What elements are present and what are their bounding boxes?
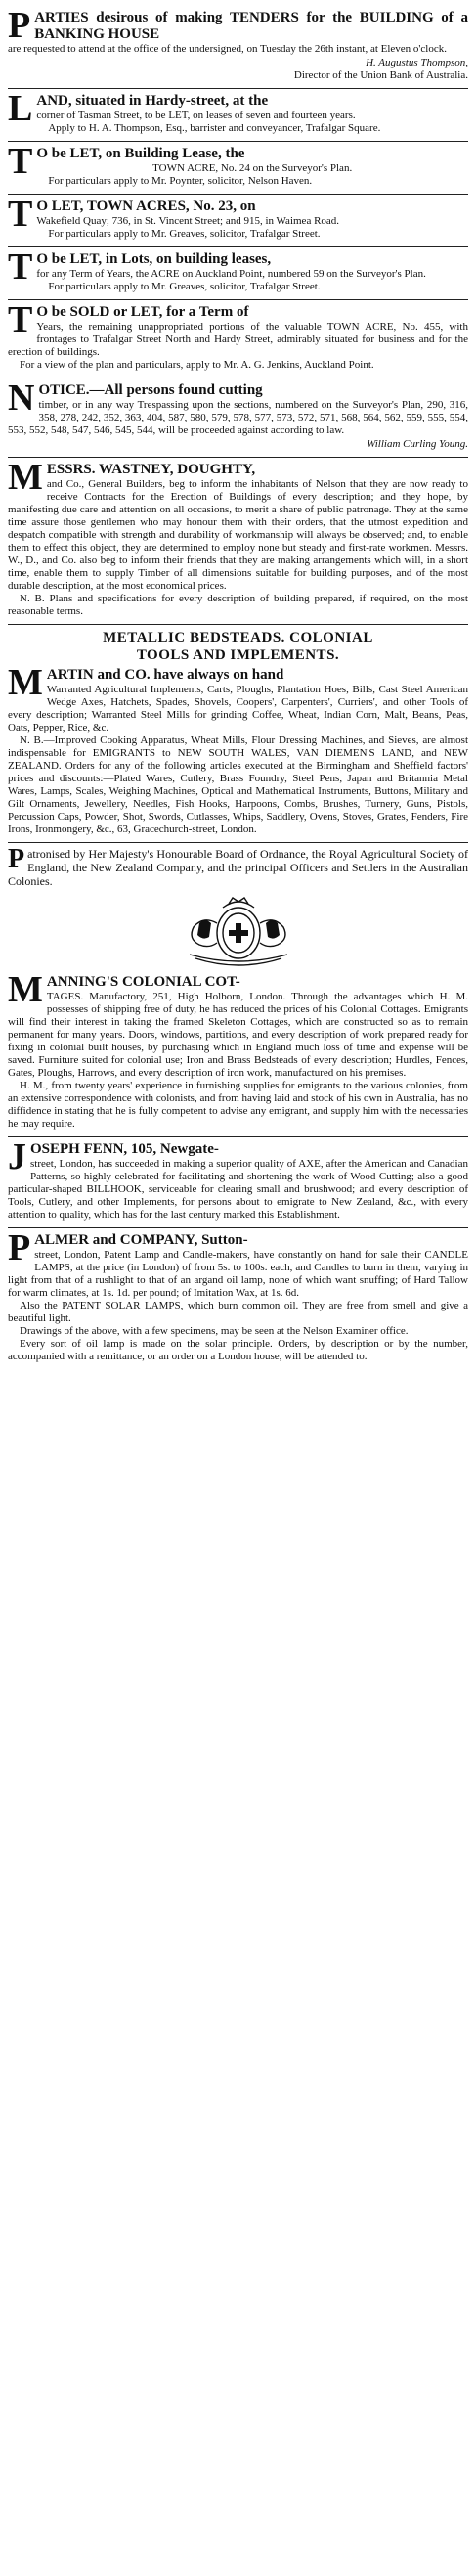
ad-notice-trespassing xyxy=(8,378,468,458)
section-subtitle: TOOLS AND IMPLEMENTS. xyxy=(136,647,340,663)
ad-sold-or-let xyxy=(8,300,468,378)
ad-text: street, London, has succeeded in making a superior quality of AXE, after the American and Canadian Patterns, so highly celebrated for facilitating and shortening the work of Wood Cutting; also a good particular-shaped BILLHOOK, serviceable for clearing small and brushwood; and every description of Tools, Cutlery, and other Implements, for persons about to emigrate to New Zealand, &c., with every attention to quality, which has for the last century marked this Establishment. xyxy=(8,1158,468,1221)
ad-text: For particulars apply to Mr. Greaves, solicitor, Trafalgar Street. xyxy=(48,281,321,292)
drop-cap: T xyxy=(8,246,33,288)
drop-cap: T xyxy=(8,141,33,182)
drop-cap: P xyxy=(8,5,31,46)
section-title: METALLIC BEDSTEADS. COLONIAL xyxy=(103,630,373,645)
royal-coat-of-arms-emblem xyxy=(160,894,317,970)
drop-cap: M xyxy=(8,662,43,703)
drop-cap: L xyxy=(8,88,33,129)
ad-text: For particulars apply to Mr. Poynter, solicitor, Nelson Haven. xyxy=(48,175,313,187)
ad-heading: ARTIN and CO. have always on hand xyxy=(46,667,284,683)
ad-let-town-acres xyxy=(8,195,468,247)
drop-cap: T xyxy=(8,194,33,235)
ad-text: N. B. Plans and specifications for every description of building prepared, if required, on the most reasonable terms. xyxy=(8,593,468,617)
ad-text: H. M., from twenty years' experience in furnishing supplies for emigrants to the various colonies, from an extensive correspondence with colonists, and from having laid and stock of his own in Australia, has no diffidence in stating that he is fully competent to advise any emigrant, and supply him with the necessaries he may require. xyxy=(8,1080,468,1130)
ad-lots-building-leases xyxy=(8,247,468,300)
ad-martin-and-co xyxy=(8,625,468,843)
ad-heading: AND, situated in Hardy-street, at the xyxy=(36,93,269,109)
ad-text: Drawings of the above, with a few specimens, may be seen at the Nelson Examiner office. xyxy=(20,1325,409,1337)
drop-cap: P xyxy=(8,844,25,874)
ad-text: Every sort of oil lamp is made on the solar principle. Orders, by description or by the number, accompanied with a remittance, or an order on a London house, will be attended to. xyxy=(8,1338,468,1362)
patronage-text: atronised by Her Majesty's Honourable Board of Ordnance, the Royal Agricultural Society of England, the New Zealand Company, and the principal Officers and Settlers in the Australian Colonies. xyxy=(8,847,468,888)
drop-cap: M xyxy=(8,457,43,498)
ad-joseph-fenn xyxy=(8,1137,468,1228)
ad-text: TAGES. Manufactory, 251, High Holborn, London. Through the advantages which H. M. possesses of shipping free of duty, he has reduced the prices of his Colonial Cottages. Emigrants will find their interest in taking the framed Skeleton Cottages, which are constructed so as to remain permanent for many years. Doors, windows, partitions, and every description of work prepared ready for fixing in colonial built houses, by purchasing which in England much loss of time and expense will be saved. Furniture suited for colonial use; Iron and Brass Bedsteads of every description; Hurdles, Fences, Gates, Ploughs, Harrows, and every description of iron work, manufactured on his premises. xyxy=(8,991,468,1079)
ad-heading: OSEPH FENN, 105, Newgate- xyxy=(30,1141,219,1157)
ad-text: For a view of the plan and particulars, apply to Mr. A. G. Jenkins, Auckland Point. xyxy=(20,359,374,371)
ad-heading: O be LET, in Lots, on building leases, xyxy=(36,251,272,267)
ad-manning-colonial-cottages xyxy=(8,843,468,1137)
ad-land-hardy-street xyxy=(8,89,468,142)
ad-text: For particulars apply to Mr. Greaves, solicitor, Trafalgar Street. xyxy=(48,228,321,240)
ad-text: Warranted Agricultural Implements, Carts, Ploughs, Plantation Hoes, Bills, Cast Steel American Wedge Axes, Hatchets, Spades, Shovels, Coopers', Carpenters', Curriers', and other Tools of every description; Warranted Steel Mills for grinding Coffee, Wheat, Indian Corn, Malt, Beans, Peas, Oats, Pepper, Rice, &c. xyxy=(8,684,468,733)
ad-text: N. B.—Improved Cooking Apparatus, Wheat Mills, Flour Dressing Machines, and Sieves, are almost indispensable for EMIGRANTS to NEW SOUTH WALES, VAN DIEMEN'S LAND, and NEW ZEALAND. Orders for any of the following articles executed at the Birmingham and Sheffield factors' prices and discounts:—Plated Wares, Cutlery, Brass Foundry, Steel Pens, Japan and Britannia Metal Wares, Lamps, Scales, Weighing Machines, Optical and Mathematical Instruments, Buttons, Military and Gilt Ornaments, Jewellery, Needles, Fish Hooks, Harpoons, Combs, Brushes, Turnery, Guns, Pistols, Percussion Caps, Powder, Shot, Swords, Cutlasses, Whips, Saddlery, Ovens, Stoves, Grates, Fenders, Fire Irons, Ironmongery, &c., 63, Gracechurch-street, London. xyxy=(8,734,468,835)
ad-palmer-and-company xyxy=(8,1228,468,1369)
ad-text: corner of Tasman Street, to be LET, on leases of seven and fourteen years. xyxy=(36,110,356,121)
ad-signature: William Curling Young. xyxy=(367,438,468,450)
ad-heading: ALMER and COMPANY, Sutton- xyxy=(34,1232,248,1248)
drop-cap: J xyxy=(8,1136,26,1177)
ad-text: street, London, Patent Lamp and Candle-makers, have constantly on hand for sale their CANDLE LAMPS, at the price (in London) of from 5s. to 100s. each, and Candles to burn in them, varying in light from that of a rushlight to that of an argand oil lamp, none of which want snuffing; of Hard Tallow for warm climates, at 1s. 1d. per pound; of Imitation Wax, at 1s. 6d. xyxy=(8,1249,468,1299)
ad-building-lease-town-acre xyxy=(8,142,468,195)
ad-text: Years, the remaining unappropriated portions of the valuable TOWN ACRE, No. 455, with frontages to Trafalgar Street North and Hardy Street, admirably situated for business and for the erection of buildings. xyxy=(8,321,468,358)
ad-heading: O be LET, on Building Lease, the xyxy=(36,146,245,161)
ad-text: for any Term of Years, the ACRE on Auckland Point, numbered 59 on the Surveyor's Plan. xyxy=(36,268,426,280)
drop-cap: P xyxy=(8,1227,31,1268)
ad-text: timber, or in any way Trespassing upon the sections, numbered on the Surveyor's Plan, 290, 316, 358, 278, 242, 352, 363, 404, 587, 580, 579, 578, 577, 573, 572, 571, 568, 564, 562, 559, 555, 554, 553, 552, 548, 547, 546, 545, 544, will be proceeded against according to law. xyxy=(8,399,468,436)
ad-signature-title: Director of the Union Bank of Australia. xyxy=(293,69,468,81)
ad-text: TOWN ACRE, No. 24 on the Surveyor's Plan. xyxy=(152,162,353,174)
ad-text: are requested to attend at the office of the undersigned, on Tuesday the 26th instant, at Eleven o'clock. xyxy=(8,43,447,55)
ad-text: Also the PATENT SOLAR LAMPS, which burn common oil. They are free from smell and give a beautiful light. xyxy=(8,1300,468,1324)
ad-text: Wakefield Quay; 736, in St. Vincent Street; and 915, in Waimea Road. xyxy=(36,215,340,227)
ad-heading: OTICE.—All persons found cutting xyxy=(38,382,263,398)
ad-banking-house-tenders xyxy=(8,6,468,89)
ad-text: Apply to H. A. Thompson, Esq., barrister and conveyancer, Trafalgar Square. xyxy=(48,122,381,134)
ad-signature: H. Augustus Thompson, xyxy=(366,57,468,68)
drop-cap: N xyxy=(8,378,35,419)
ad-heading: ANNING'S COLONIAL COT- xyxy=(46,974,240,990)
drop-cap: T xyxy=(8,299,33,340)
drop-cap: M xyxy=(8,969,43,1010)
ad-heading: ARTIES desirous of making TENDERS for the BUILDING of a BANKING HOUSE xyxy=(34,10,468,42)
ad-heading: ESSRS. WASTNEY, DOUGHTY, xyxy=(46,462,256,477)
ad-heading: O LET, TOWN ACRES, No. 23, on xyxy=(36,199,256,214)
ad-text: and Co., General Builders, beg to inform the inhabitants of Nelson that they are now ready to receive Contracts for the Erection of Buildings of every description; and they hope, by manifesting due care and attention on all occasions, to merit a share of public patronage. They at the same time assure those gentlemen who may honour them with their orders, that the utmost expedition and despatch compatible with strength and durability of workmanship will always be observed; and, to enable them to effect this object, they are determined to employ none but steady and first-rate workmen. Messrs. W., D., and Co. also beg to inform their friends that they are making arrangements which will, in a short time, enable them to supply Timber of all dimensions suitable for building purposes, and of the most durable description, at the most economical prices. xyxy=(8,478,468,592)
ad-wastney-doughty-builders xyxy=(8,458,468,625)
ad-heading: O be SOLD or LET, for a Term of xyxy=(36,304,249,320)
